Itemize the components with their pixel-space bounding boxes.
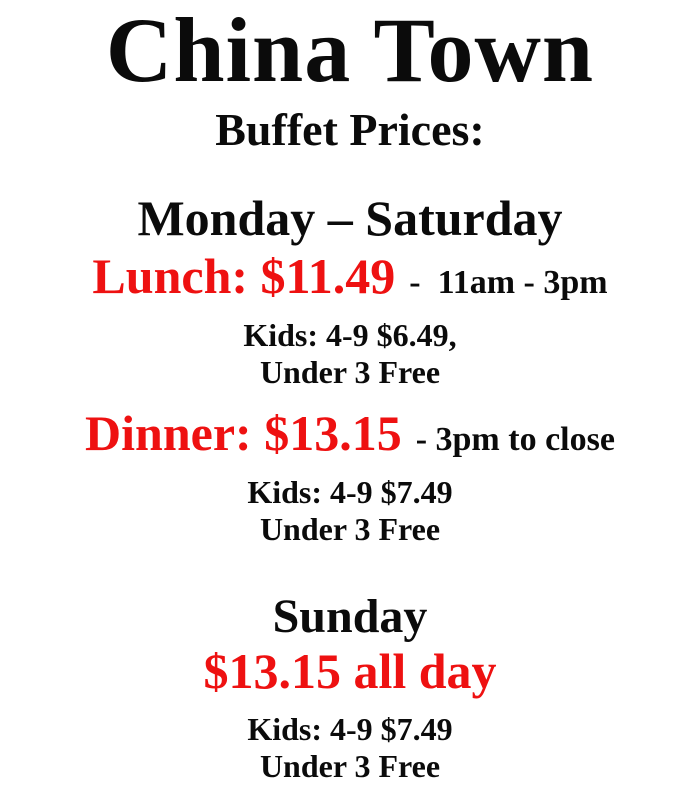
lunch-under3-note: Under 3 Free bbox=[259, 354, 441, 390]
dinner-price-line bbox=[0, 405, 700, 474]
weekday-heading: Monday – Saturday bbox=[137, 190, 563, 246]
sunday-kids-price: Kids: 4-9 $7.49 bbox=[247, 711, 453, 747]
lunch-price: Lunch: $11.49 bbox=[92, 248, 396, 304]
lunch-price-line bbox=[0, 248, 700, 317]
section-sunday bbox=[0, 590, 700, 785]
sunday-all-day-price: $13.15 all day bbox=[203, 643, 497, 699]
restaurant-name: China Town bbox=[105, 0, 595, 101]
dinner-hours: - 3pm to close bbox=[415, 421, 615, 458]
lunch-kids-price: Kids: 4-9 $6.49, bbox=[243, 317, 457, 353]
lunch-hours: - 11am - 3pm bbox=[409, 264, 608, 301]
sunday-heading: Sunday bbox=[272, 590, 428, 643]
sunday-under3-note: Under 3 Free bbox=[259, 748, 441, 784]
section-monday-saturday bbox=[0, 190, 700, 548]
dinner-under3-note: Under 3 Free bbox=[259, 511, 441, 547]
flyer-subtitle: Buffet Prices: bbox=[215, 104, 485, 155]
dinner-kids-price: Kids: 4-9 $7.49 bbox=[247, 474, 453, 510]
dinner-price: Dinner: $13.15 bbox=[85, 405, 402, 461]
sunday-price-line bbox=[0, 644, 700, 711]
